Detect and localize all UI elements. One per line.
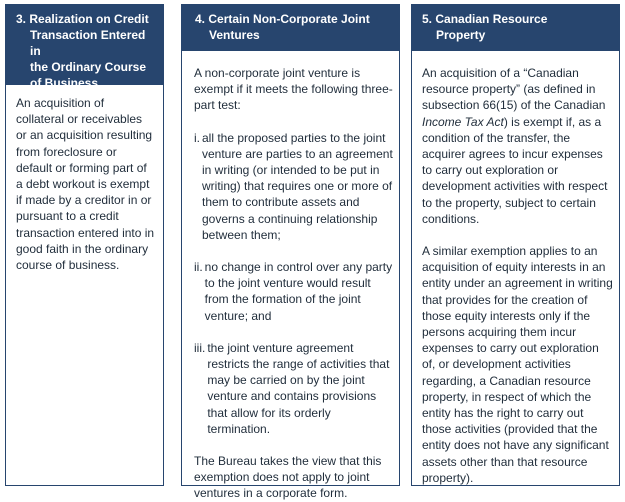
heading-line: the Ordinary Course xyxy=(30,60,147,74)
body-paragraph xyxy=(422,65,613,227)
act-name: Income Tax Act xyxy=(422,114,504,129)
heading-line: of Business xyxy=(30,76,99,90)
list-item xyxy=(194,130,393,243)
heading-number: 5. xyxy=(422,12,433,26)
list-marker: iii. xyxy=(194,340,206,355)
paragraph-text: ) is exempt if, as a condition of the transfer, the acquirer agrees to incur expenses to carry out exploration or development activities with respect to the property, subject to certain conditions. xyxy=(422,114,608,226)
intro-paragraph: A non-corporate joint venture is exempt if it meets the following three-part test: xyxy=(194,66,393,113)
list-item xyxy=(194,259,393,324)
paragraph-text: An acquisition of a “Canadian resource property” (as defined in subsection 66(15) of the Canadian xyxy=(422,66,606,113)
heading-number: 3. xyxy=(16,12,27,26)
body-paragraph: An acquisition of collateral or receivables or an acquisition resulting from foreclosure or default or forming part of a debt workout is exempt if made by a creditor in or pursuant to a credit transaction entered into in good faith in the ordinary course of business. xyxy=(16,96,155,273)
heading-line: Ventures xyxy=(209,28,260,42)
heading-line: Realization on Credit xyxy=(29,12,149,26)
list-marker: i. xyxy=(194,130,200,145)
heading-line: Certain Non-Corporate Joint xyxy=(208,12,370,26)
panel-heading xyxy=(412,5,619,51)
panel-body xyxy=(6,85,163,273)
panel-joint-ventures xyxy=(181,4,400,501)
body-paragraph: A similar exemption applies to an acquisition of equity interests in an entity under an agreement in writing that provides for the creation of those equity interests only if the persons acquiring them incur expenses to carry out exploration of, or development activities regarding, a Canadian resource property, in respect of which the entity has the right to carry out those activities (provided that the entity does not have any significant assets other than that resource property). xyxy=(422,244,613,485)
list-text: all the proposed parties to the joint venture are parties to an agreement in writing (or intended to be put in writing) that requires one or more of them to contribute assets and governs a continuing relationship between them; xyxy=(202,130,393,242)
panel-credit-transaction xyxy=(5,4,164,486)
heading-line: Canadian Resource xyxy=(435,12,548,26)
list-item xyxy=(194,340,393,437)
panel-heading xyxy=(6,5,163,90)
heading-line: Transaction Entered in xyxy=(30,28,146,58)
panel-resource-property xyxy=(411,4,620,486)
panel-body xyxy=(412,51,619,486)
list-text: the joint venture agreement restricts the range of activities that may be carried on by the joint venture and contains provisions that allow for its orderly termination. xyxy=(207,340,390,436)
list-text: no change in control over any party to the joint venture would result from the formation of the joint venture; and xyxy=(204,260,393,323)
panel-heading xyxy=(182,5,399,51)
list-marker: ii. xyxy=(194,260,203,275)
heading-number: 4. xyxy=(195,12,206,26)
heading-line: Property xyxy=(436,28,486,42)
panel-body xyxy=(182,51,399,502)
closing-paragraph: The Bureau takes the view that this exemption does not apply to joint ventures in a corporate form. xyxy=(194,454,382,501)
